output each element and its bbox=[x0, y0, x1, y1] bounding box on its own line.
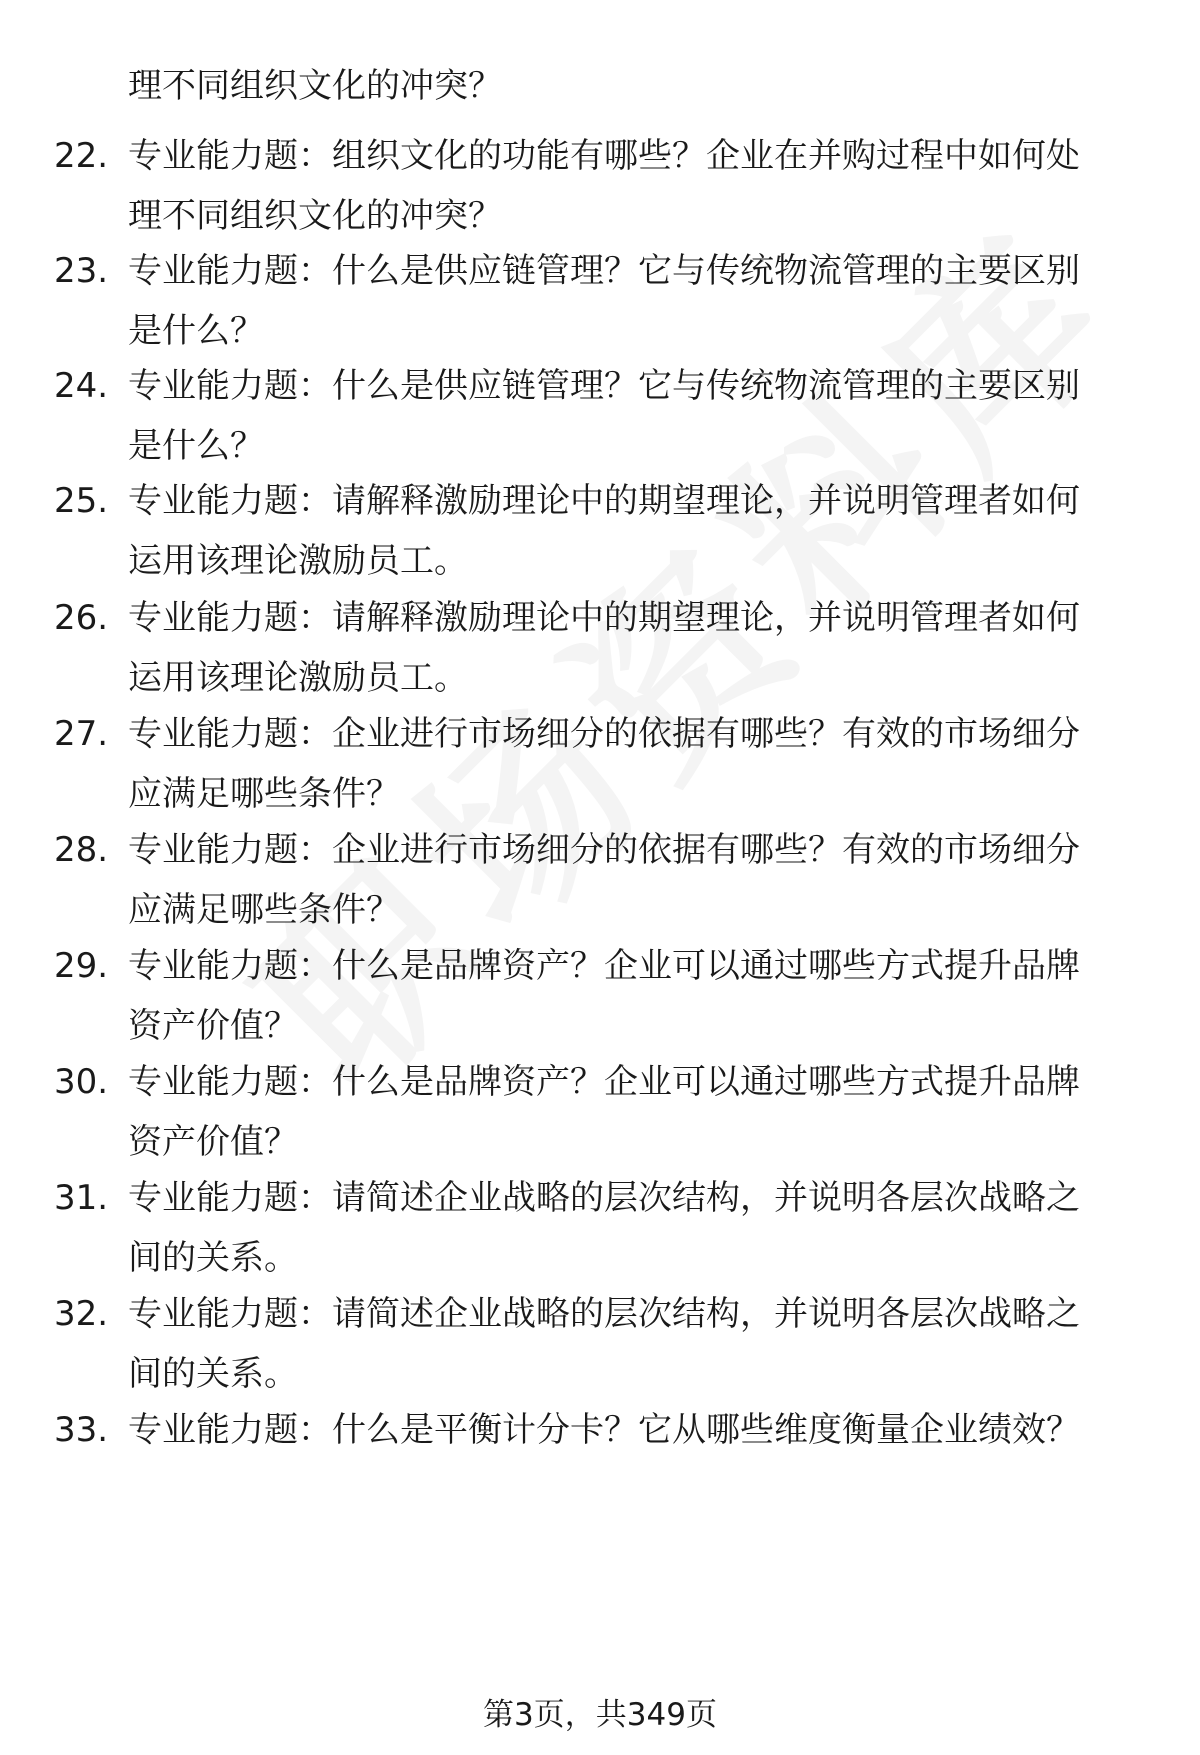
question-number: 30. bbox=[54, 1062, 109, 1102]
question-text-continued: 资产价值？ bbox=[128, 1122, 298, 1162]
question-text: 专业能力题：请解释激励理论中的期望理论，并说明管理者如何 bbox=[128, 481, 1080, 521]
list-item bbox=[0, 1288, 1200, 1398]
question-text-continued: 应满足哪些条件？ bbox=[128, 890, 400, 930]
question-text: 专业能力题：什么是品牌资产？企业可以通过哪些方式提升品牌 bbox=[128, 1062, 1080, 1102]
question-text: 专业能力题：企业进行市场细分的依据有哪些？有效的市场细分 bbox=[128, 714, 1080, 754]
question-text-continued: 间的关系。 bbox=[128, 1354, 298, 1394]
question-text: 专业能力题：什么是供应链管理？它与传统物流管理的主要区别 bbox=[128, 366, 1080, 406]
question-text: 专业能力题：请简述企业战略的层次结构，并说明各层次战略之 bbox=[128, 1294, 1080, 1334]
list-item bbox=[0, 130, 1200, 240]
question-text: 专业能力题：请简述企业战略的层次结构，并说明各层次战略之 bbox=[128, 1178, 1080, 1218]
list-item bbox=[0, 708, 1200, 818]
question-text-continued: 是什么？ bbox=[128, 311, 264, 351]
question-text-continued: 资产价值？ bbox=[128, 1006, 298, 1046]
question-number: 32. bbox=[54, 1294, 109, 1334]
list-item bbox=[0, 475, 1200, 585]
question-number: 27. bbox=[54, 714, 109, 754]
question-text: 专业能力题：什么是供应链管理？它与传统物流管理的主要区别 bbox=[128, 251, 1080, 291]
question-text: 专业能力题：企业进行市场细分的依据有哪些？有效的市场细分 bbox=[128, 830, 1080, 870]
question-number: 26. bbox=[54, 598, 109, 638]
question-text: 专业能力题：什么是品牌资产？企业可以通过哪些方式提升品牌 bbox=[128, 946, 1080, 986]
question-text-continued: 运用该理论激励员工。 bbox=[128, 541, 468, 581]
list-item bbox=[0, 245, 1200, 355]
question-text-continued: 是什么？ bbox=[128, 426, 264, 466]
list-item bbox=[0, 1056, 1200, 1166]
question-text-continued: 应满足哪些条件？ bbox=[128, 774, 400, 814]
question-number: 22. bbox=[54, 136, 109, 176]
question-number: 31. bbox=[54, 1178, 109, 1218]
question-text: 专业能力题：请解释激励理论中的期望理论，并说明管理者如何 bbox=[128, 598, 1080, 638]
question-text-continued: 间的关系。 bbox=[128, 1238, 298, 1278]
question-number: 23. bbox=[54, 251, 109, 291]
list-item bbox=[0, 592, 1200, 702]
continuation-text: 理不同组织文化的冲突？ bbox=[128, 66, 502, 106]
list-item bbox=[0, 1404, 1200, 1514]
question-number: 28. bbox=[54, 830, 109, 870]
question-number: 33. bbox=[54, 1410, 109, 1450]
page-footer: 第3页，共349页 bbox=[483, 1697, 717, 1733]
list-item bbox=[0, 1172, 1200, 1282]
question-text: 专业能力题：组织文化的功能有哪些？企业在并购过程中如何处 bbox=[128, 136, 1080, 176]
list-item bbox=[0, 824, 1200, 934]
question-text-continued: 运用该理论激励员工。 bbox=[128, 658, 468, 698]
question-number: 25. bbox=[54, 481, 109, 521]
question-number: 29. bbox=[54, 946, 109, 986]
question-text: 专业能力题：什么是平衡计分卡？它从哪些维度衡量企业绩效？ bbox=[128, 1410, 1080, 1450]
question-number: 24. bbox=[54, 366, 109, 406]
list-item bbox=[0, 360, 1200, 470]
question-text-continued: 理不同组织文化的冲突？ bbox=[128, 196, 502, 236]
list-item bbox=[0, 940, 1200, 1050]
